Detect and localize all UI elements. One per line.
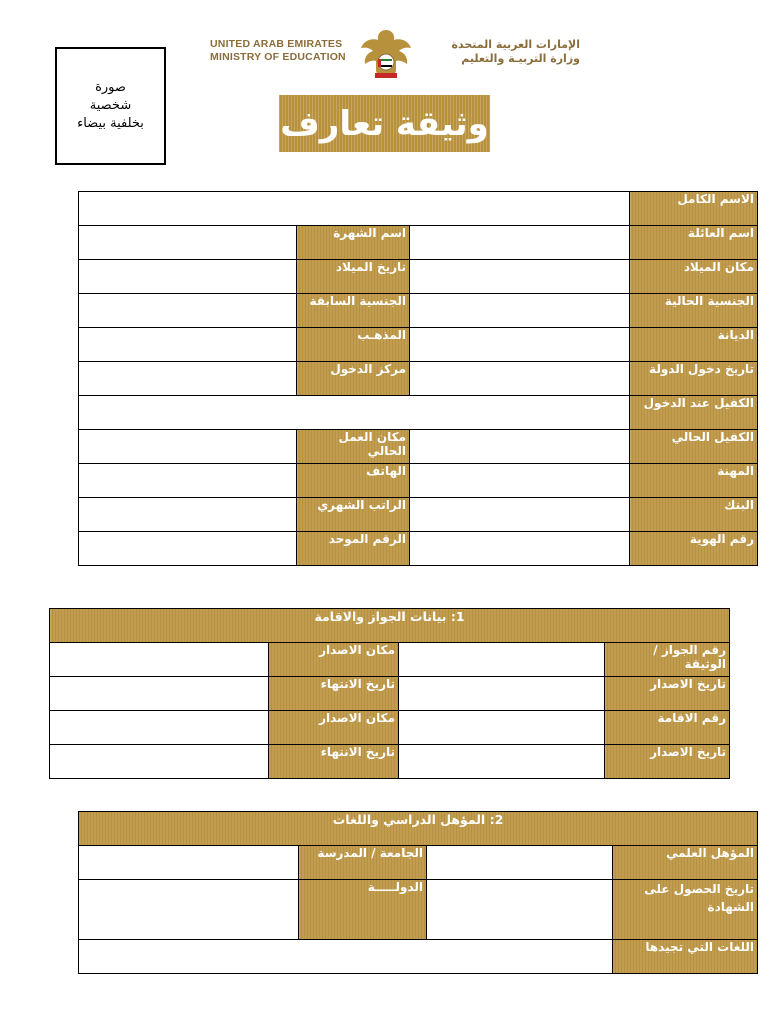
languages-field[interactable]: [79, 940, 613, 974]
qualification-label: المؤهل العلمي: [613, 846, 758, 880]
current-sponsor-label: الكفيل الحالي: [630, 430, 758, 464]
current-workplace-field[interactable]: [79, 430, 297, 464]
expiry-date-1-field[interactable]: [50, 677, 269, 711]
photo-text-line1: صورة: [95, 80, 126, 95]
document-title: وثيقة تعارف: [279, 95, 490, 152]
uae-emblem-icon: [358, 26, 414, 82]
unified-number-label: الرقم الموحد: [297, 532, 410, 566]
header-arabic: [451, 38, 580, 66]
birth-place-field[interactable]: [410, 260, 630, 294]
residence-number-label: رقم الاقامة: [605, 711, 730, 745]
country-label: الدولـــــة: [299, 880, 427, 940]
current-workplace-label: مكان العمل الحالي: [297, 430, 410, 464]
passport-section-heading: 1: بيانات الجواز والاقامة: [50, 609, 730, 643]
header-ar-line2: وزارة التربيـة والتعليم: [461, 52, 580, 65]
table-row: [79, 430, 758, 464]
bank-field[interactable]: [410, 498, 630, 532]
known-as-field[interactable]: [79, 226, 297, 260]
photo-text-line2: شخصية: [89, 98, 132, 113]
issue-date-1-field[interactable]: [399, 677, 605, 711]
birth-place-label: مكان الميلاد: [630, 260, 758, 294]
university-label: الجامعة / المدرسة: [299, 846, 427, 880]
qualification-field[interactable]: [427, 846, 613, 880]
previous-nationality-label: الجنسية السابقة: [297, 294, 410, 328]
education-section-heading: 2: المؤهل الدراسي واللغات: [79, 812, 758, 846]
religion-label: الديانة: [630, 328, 758, 362]
expiry-date-2-label: تاريخ الانتهاء: [269, 745, 399, 779]
sect-field[interactable]: [79, 328, 297, 362]
table-row: [79, 812, 758, 846]
sect-label: المذهـب: [297, 328, 410, 362]
languages-label: اللغات التي تجيدها: [613, 940, 758, 974]
monthly-salary-field[interactable]: [79, 498, 297, 532]
header-ar-line1: الإمارات العربية المتحدة: [451, 38, 580, 51]
photo-placeholder[interactable]: [55, 47, 166, 165]
issue-place-1-field[interactable]: [50, 643, 269, 677]
issue-date-2-label: تاريخ الاصدار: [605, 745, 730, 779]
table-row: [79, 294, 758, 328]
known-as-label: اسم الشهرة: [297, 226, 410, 260]
header-en-line1: UNITED ARAB EMIRATES: [210, 38, 343, 50]
photo-text-line3: بخلفية بيضاء: [77, 116, 144, 131]
unified-number-field[interactable]: [79, 532, 297, 566]
table-row: [79, 226, 758, 260]
profession-field[interactable]: [410, 464, 630, 498]
table-row: [79, 464, 758, 498]
current-sponsor-field[interactable]: [410, 430, 630, 464]
birth-date-field[interactable]: [79, 260, 297, 294]
table-row: [79, 498, 758, 532]
table-row: [79, 260, 758, 294]
issue-place-1-label: مكان الاصدار: [269, 643, 399, 677]
residence-number-field[interactable]: [399, 711, 605, 745]
sponsor-at-entry-label: الكفيل عند الدخول: [630, 396, 758, 430]
table-row: [50, 711, 730, 745]
phone-label: الهاتف: [297, 464, 410, 498]
ministry-header: [200, 26, 580, 86]
cert-date-field[interactable]: [427, 880, 613, 940]
id-number-field[interactable]: [410, 532, 630, 566]
table-row: [50, 643, 730, 677]
passport-number-label: رقم الجواز / الوثيقة: [605, 643, 730, 677]
id-number-label: رقم الهوية: [630, 532, 758, 566]
issue-place-2-label: مكان الاصدار: [269, 711, 399, 745]
profession-label: المهنة: [630, 464, 758, 498]
table-row: [50, 609, 730, 643]
header-en-line2: MINISTRY OF EDUCATION: [210, 51, 346, 63]
table-row: [79, 192, 758, 226]
table-row: [79, 396, 758, 430]
issue-place-2-field[interactable]: [50, 711, 269, 745]
monthly-salary-label: الراتب الشهري: [297, 498, 410, 532]
header-english: [210, 38, 346, 64]
expiry-date-2-field[interactable]: [50, 745, 269, 779]
issue-date-1-label: تاريخ الاصدار: [605, 677, 730, 711]
current-nationality-field[interactable]: [410, 294, 630, 328]
passport-number-field[interactable]: [399, 643, 605, 677]
issue-date-2-field[interactable]: [399, 745, 605, 779]
entry-date-label: تاريخ دخول الدولة: [630, 362, 758, 396]
university-field[interactable]: [79, 846, 299, 880]
education-languages-table: [78, 811, 758, 974]
current-nationality-label: الجنسية الحالية: [630, 294, 758, 328]
expiry-date-1-label: تاريخ الانتهاء: [269, 677, 399, 711]
table-row: [50, 745, 730, 779]
full-name-label: الاسم الكامل: [630, 192, 758, 226]
table-row: [79, 362, 758, 396]
bank-label: البنك: [630, 498, 758, 532]
cert-date-label: تاريخ الحصول على الشهادة: [613, 880, 758, 940]
table-row: [50, 677, 730, 711]
birth-date-label: تاريخ الميلاد: [297, 260, 410, 294]
table-row: [79, 328, 758, 362]
country-field[interactable]: [79, 880, 299, 940]
full-name-field[interactable]: [79, 192, 630, 226]
phone-field[interactable]: [79, 464, 297, 498]
sponsor-at-entry-field[interactable]: [79, 396, 630, 430]
table-row: [79, 846, 758, 880]
passport-residence-table: [49, 608, 730, 779]
religion-field[interactable]: [410, 328, 630, 362]
personal-info-table: [78, 191, 758, 566]
table-row: [79, 880, 758, 940]
family-name-label: اسم العائلة: [630, 226, 758, 260]
family-name-field[interactable]: [410, 226, 630, 260]
entry-point-field[interactable]: [79, 362, 297, 396]
entry-date-field[interactable]: [410, 362, 630, 396]
table-row: [79, 532, 758, 566]
table-row: [79, 940, 758, 974]
previous-nationality-field[interactable]: [79, 294, 297, 328]
entry-point-label: مركز الدخول: [297, 362, 410, 396]
